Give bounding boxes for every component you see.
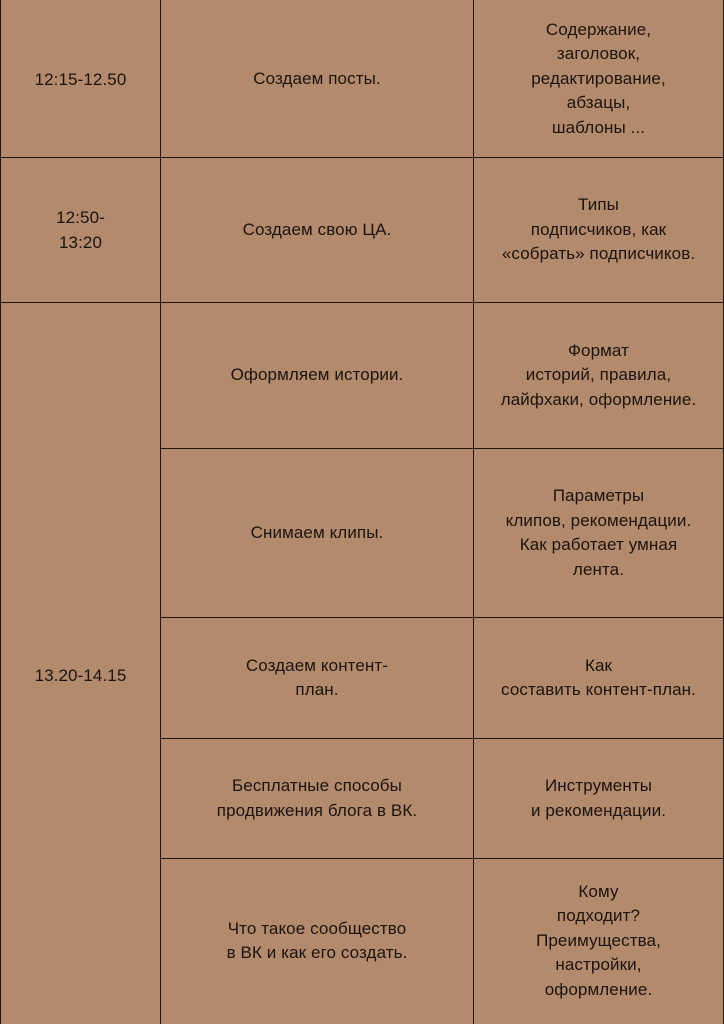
- description-text: Инструменты и рекомендации.: [530, 776, 667, 820]
- description-text: Формат историй, правила, лайфхаки, оформление.: [500, 340, 697, 409]
- topic-text: Создаем контент- план.: [245, 655, 389, 699]
- topic-cell: [160, 738, 474, 859]
- time-text: 12:50- 13:20: [56, 208, 105, 252]
- description-cell: [473, 157, 724, 303]
- time-cell: [0, 0, 161, 158]
- description-cell: [473, 617, 724, 739]
- topic-cell: [160, 448, 474, 618]
- topic-cell: [160, 858, 474, 1024]
- topic-text: Что такое сообщество в ВК и как его создать.: [226, 918, 408, 962]
- topic-text: Бесплатные способы продвижения блога в ВК.: [216, 776, 418, 820]
- time-text: 12:15-12.50: [34, 69, 127, 89]
- topic-cell: [160, 0, 474, 158]
- description-text: Как составить контент-план.: [501, 655, 696, 699]
- topic-text: Оформляем истории.: [230, 365, 404, 385]
- description-cell: [473, 0, 724, 158]
- topic-cell: [160, 157, 474, 303]
- topic-cell: [160, 617, 474, 739]
- description-text: Типы подписчиков, как «собрать» подписчиков.: [501, 195, 696, 264]
- description-cell: [473, 302, 724, 449]
- topic-text: Снимаем клипы.: [250, 522, 384, 542]
- time-cell: [0, 157, 161, 303]
- description-text: Кому подходит? Преимущества, настройки, оформление.: [536, 881, 661, 999]
- description-cell: [473, 858, 724, 1024]
- description-text: Содержание, заголовок, редактирование, абзацы, шаблоны ...: [531, 19, 666, 137]
- description-cell: [473, 738, 724, 859]
- time-cell: [0, 302, 161, 1024]
- topic-text: Создаем свою ЦА.: [242, 219, 392, 239]
- time-text: 13.20-14.15: [34, 665, 127, 685]
- topic-cell: [160, 302, 474, 449]
- topic-text: Создаем посты.: [253, 68, 381, 88]
- description-cell: [473, 448, 724, 618]
- description-text: Параметры клипов, рекомендации. Как работает умная лента.: [505, 486, 692, 579]
